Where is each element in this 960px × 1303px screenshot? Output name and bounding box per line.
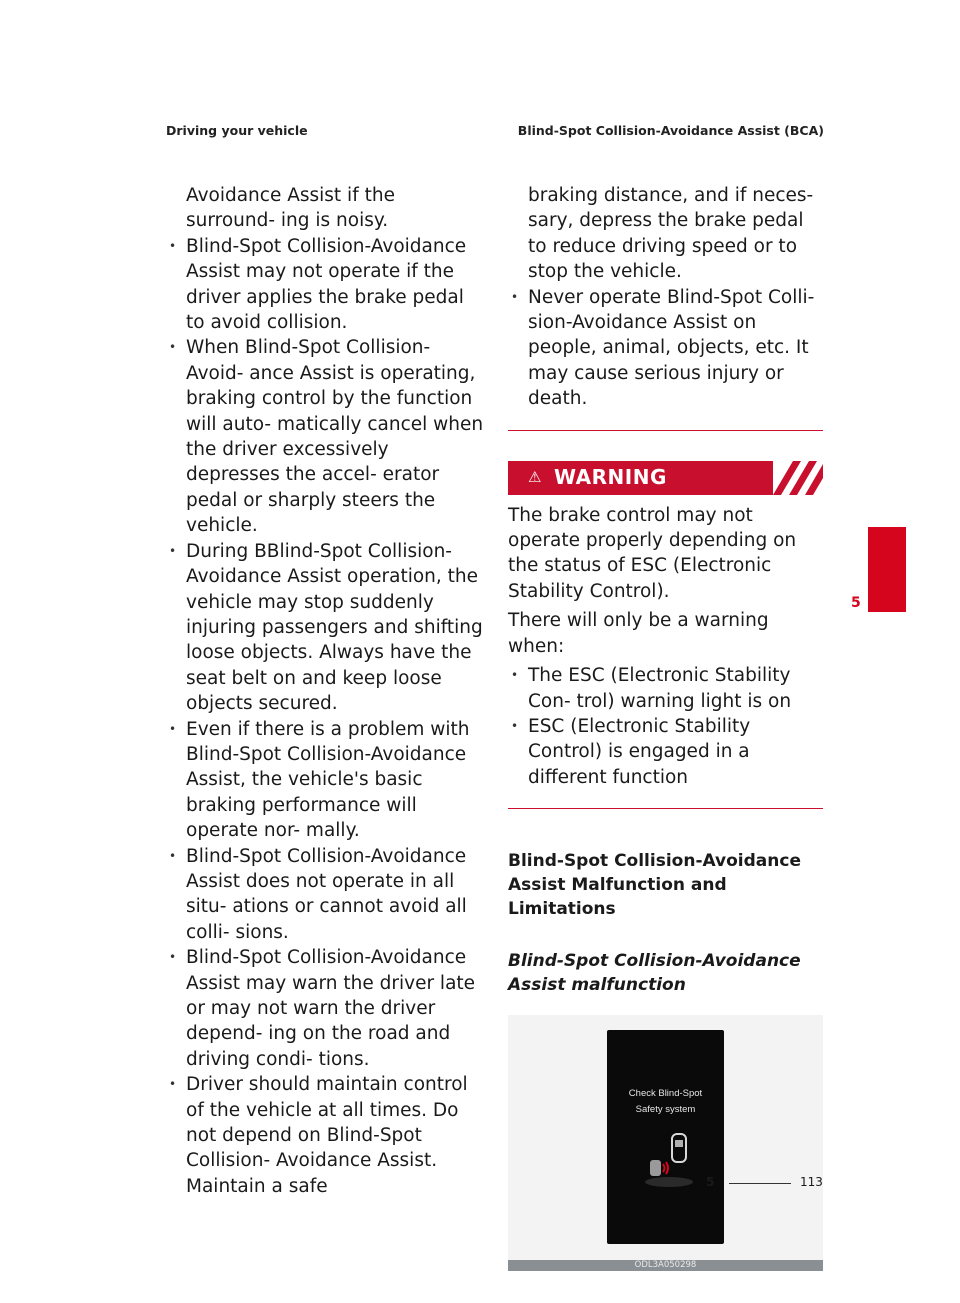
sub-heading: Blind-Spot Collision-Avoidance Assist malfunction <box>508 951 801 996</box>
continuation-text: Avoidance Assist if the surround- ing is noisy. <box>186 185 395 232</box>
running-header-left: Driving your vehicle <box>166 123 308 138</box>
list-item: • During BBlind-Spot Collision- Avoidance Assist operation, the vehicle may stop suddenly injuring passengers and shifting loose objects. Always have the seat belt on and keep loose objects secured. <box>166 539 486 717</box>
list-item: • Even if there is a problem with Blind-Spot Collision-Avoidance Assist, the vehicle's basic braking performance will operate nor- mally. <box>166 717 486 844</box>
divider-rule <box>508 808 823 809</box>
right-column <box>508 183 823 1271</box>
list-item: • ESC (Electronic Stability Control) is engaged in a different function <box>508 714 823 790</box>
warning-text: There will only be a warning when: <box>508 610 769 657</box>
list-item: • Blind-Spot Collision-Avoidance Assist may warn the driver late or may not warn the driver depend- ing on the road and driving condi- tions. <box>166 945 486 1072</box>
list-item: • The ESC (Electronic Stability Con- trol) warning light is on <box>508 663 823 714</box>
list-item: • Blind-Spot Collision-Avoidance Assist does not operate in all situ- ations or cannot avoid all colli- sions. <box>166 844 486 946</box>
warning-triangle-icon: ⚠ <box>528 467 542 486</box>
warning-text: The brake control may not operate properly depending on the status of ESC (Electronic Stability Control). <box>508 504 797 602</box>
section-heading: Blind-Spot Collision-Avoidance Assist Malfunction and Limitations <box>508 851 801 920</box>
bullet-list <box>166 234 486 1199</box>
list-item: • When Blind-Spot Collision-Avoid- ance Assist is operating, braking control by the function will auto- matically cancel when the driver excessively depresses the accel- erator pedal or sharply steers the vehicle. <box>166 335 486 538</box>
page-number: 113 <box>800 1175 823 1189</box>
running-header-right: Blind-Spot Collision-Avoidance Assist (BCA) <box>517 123 824 138</box>
bullet-list <box>508 285 823 412</box>
footer-chapter: 5 <box>706 1175 715 1189</box>
list-item: • Blind-Spot Collision-Avoidance Assist may not operate if the driver applies the brake pedal to avoid collision. <box>166 234 486 336</box>
display-line: Safety system <box>635 1104 696 1116</box>
list-item: • Driver should maintain control of the vehicle at all times. Do not depend on Blind-Spot Collision- Avoidance Assist. Maintain a safe <box>166 1072 486 1199</box>
warning-stripes-icon <box>773 461 823 495</box>
footer-divider <box>729 1183 791 1184</box>
figure-caption: ODL3A050298 <box>508 1260 823 1271</box>
blind-spot-cars-icon <box>641 1130 697 1190</box>
chapter-tab <box>868 527 906 612</box>
warning-bullet-list <box>508 663 823 790</box>
divider-rule <box>508 430 823 431</box>
display-line: Check Blind-Spot <box>628 1088 703 1100</box>
display-message <box>607 1086 724 1118</box>
cluster-display-figure <box>508 1015 823 1271</box>
instrument-cluster-screen <box>607 1030 724 1244</box>
list-item: • Never operate Blind-Spot Colli- sion-Avoidance Assist on people, animal, objects, etc. It may cause serious injury or death. <box>508 285 823 412</box>
warning-body <box>508 503 823 790</box>
continuation-text: braking distance, and if neces- sary, depress the brake pedal to reduce driving speed or to stop the vehicle. <box>528 185 814 283</box>
left-column <box>166 183 486 1199</box>
warning-banner <box>508 461 823 495</box>
warning-label: WARNING <box>554 464 667 489</box>
chapter-tab-number: 5 <box>851 595 861 611</box>
